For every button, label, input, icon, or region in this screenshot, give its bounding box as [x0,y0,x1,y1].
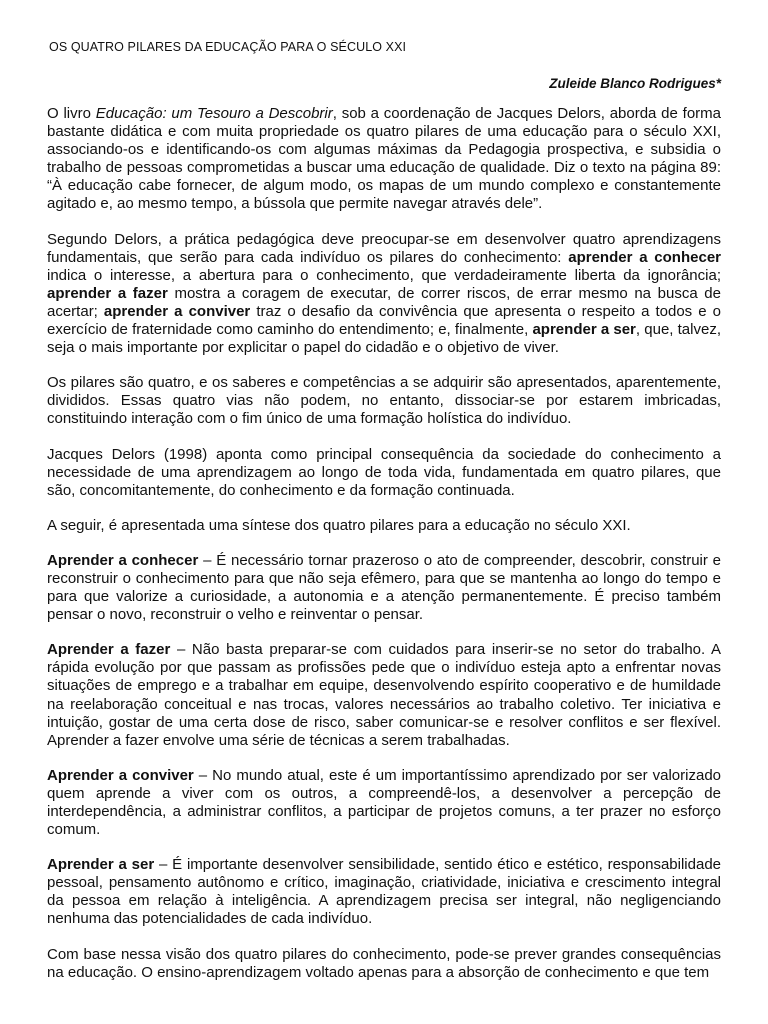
p2-text-g: traz o desafio da convivência que apresenta o respeito a todos e o exercício de fraternidade como caminho do entendimento; e, finalmente, [47,302,721,339]
p2-text-c: indica o interesse, a abertura para o conhecimento, que verdadeiramente liberta da ignorância; [47,266,721,284]
p2-text-i: , que, talvez, seja o mais importante por explicitar o papel do cidadão e o objetivo de viver. [47,321,721,357]
text-aprender-a-fazer: – Não basta preparar-se com cuidados para inserir-se no setor do trabalho. A rápida evolução por que passam as profissões pede que o indivíduo esteja apto a enfrentar novas situações de emprego e a trabalhar em equipe, desenvolvendo espírito cooperativo e de humildade na reelaboração conceitual e nas trocas, valores necessários ao trabalho coletivo. Ter iniciativa e intuição, gostar de uma certa dose de risco, saber comunicar-se e resolver conflitos e ser flexível. Aprender a fazer envolve uma série de técnicas a serem trabalhadas. [47,641,721,749]
paragraph-conclusao: Com base nessa visão dos quatro pilares do conhecimento, pode-se prever grandes consequências na educação. O ensino-aprendizagem voltado apenas para a absorção de conhecimento e que tem [47,945,721,981]
term-aprender-a-ser: aprender a ser [532,321,636,339]
document-title: OS QUATRO PILARES DA EDUCAÇÃO PARA O SÉCULO XXI [49,40,407,54]
paragraph-intro [47,105,721,214]
paragraph-sintese: A seguir, é apresentada uma síntese dos quatro pilares para a educação no século XXI. [47,516,631,534]
paragraph-consequencia: Jacques Delors (1998) aponta como principal consequência da sociedade do conhecimento a necessidade de uma aprendizagem ao longo de toda vida, fundamentada em quatro pilares, que são, concomitantemente, do conhecimento e da formação continuada. [47,445,721,499]
paragraph-aprender-a-conviver [47,767,721,839]
author-name: Zuleide Blanco Rodrigues* [549,76,721,91]
text-aprender-a-conviver: – No mundo atual, este é um importantíssimo aprendizado por ser valorizado quem aprende a viver com os outros, a compreendê-los, a desenvolver a percepção de interdependência, a administrar conflitos, a participar de projetos comuns, a ter prazer no esforço comum. [47,766,722,839]
paragraph-aprender-a-ser [47,856,721,928]
p2-text-e: mostra a coragem de executar, de correr riscos, de errar mesmo na busca de acertar; [47,284,721,320]
paragraph-aprender-a-fazer [47,641,721,750]
paragraph-aprender-a-conhecer [47,552,721,624]
heading-aprender-a-ser: Aprender a ser [47,856,155,874]
text-aprender-a-ser: – É importante desenvolver sensibilidade, sentido ético e estético, responsabilidade pessoal, pensamento autônomo e crítico, imaginação, criatividade, iniciativa e crescimento integral da pessoa em relação à inteligência. A aprendizagem precisa ser integral, não negligenciando nenhuma das potencialidades de cada indivíduo. [47,856,721,928]
term-aprender-a-conhecer: aprender a conhecer [568,248,721,266]
p2-text-a: Segundo Delors, a prática pedagógica deve preocupar-se em desenvolver quatro aprendizagens fundamentais, que serão para cada indivíduo os pilares do conhecimento: [47,230,721,266]
heading-aprender-a-conhecer: Aprender a conhecer [47,551,199,569]
heading-aprender-a-fazer: Aprender a fazer [47,641,171,659]
paragraph-delors [47,231,721,358]
p1-text-c: , sob a coordenação de Jacques Delors, aborda de forma bastante didática e com muita propriedade os quatro pilares de uma educação para o século XXI, associando-os e identificando-os com algumas máximas da Pedagogia prospectiva, e subsidia o trabalho de pessoas comprometidas a buscar uma educação de qualidade. Diz o texto na página 89: “À educação cabe fornecer, de algum modo, os mapas de um mundo complexo e constantemente agitado e, ao mesmo tempo, a bússola que permite navegar através dele”. [47,105,721,213]
p1-text-a: O livro [47,105,96,122]
paragraph-pilares: Os pilares são quatro, e os saberes e competências a se adquirir são apresentados, aparentemente, divididos. Essas quatro vias não podem, no entanto, dissociar-se por estarem imbricadas, constituindo interação com o fim único de uma formação holística do indivíduo. [47,374,721,428]
term-aprender-a-fazer: aprender a fazer [47,284,168,302]
book-title: Educação: um Tesouro a Descobrir [95,105,333,122]
term-aprender-a-conviver: aprender a conviver [103,302,251,320]
text-aprender-a-conhecer: – É necessário tornar prazeroso o ato de compreender, descobrir, construir e reconstruir o conhecimento para que não seja efêmero, para que se mantenha ao longo do tempo e para que valorize a curiosidade, a autonomia e a atenção permanentemente. É preciso também pensar o novo, reconstruir o velho e reinventar o pensar. [47,551,721,624]
heading-aprender-a-conviver: Aprender a conviver [47,766,194,784]
